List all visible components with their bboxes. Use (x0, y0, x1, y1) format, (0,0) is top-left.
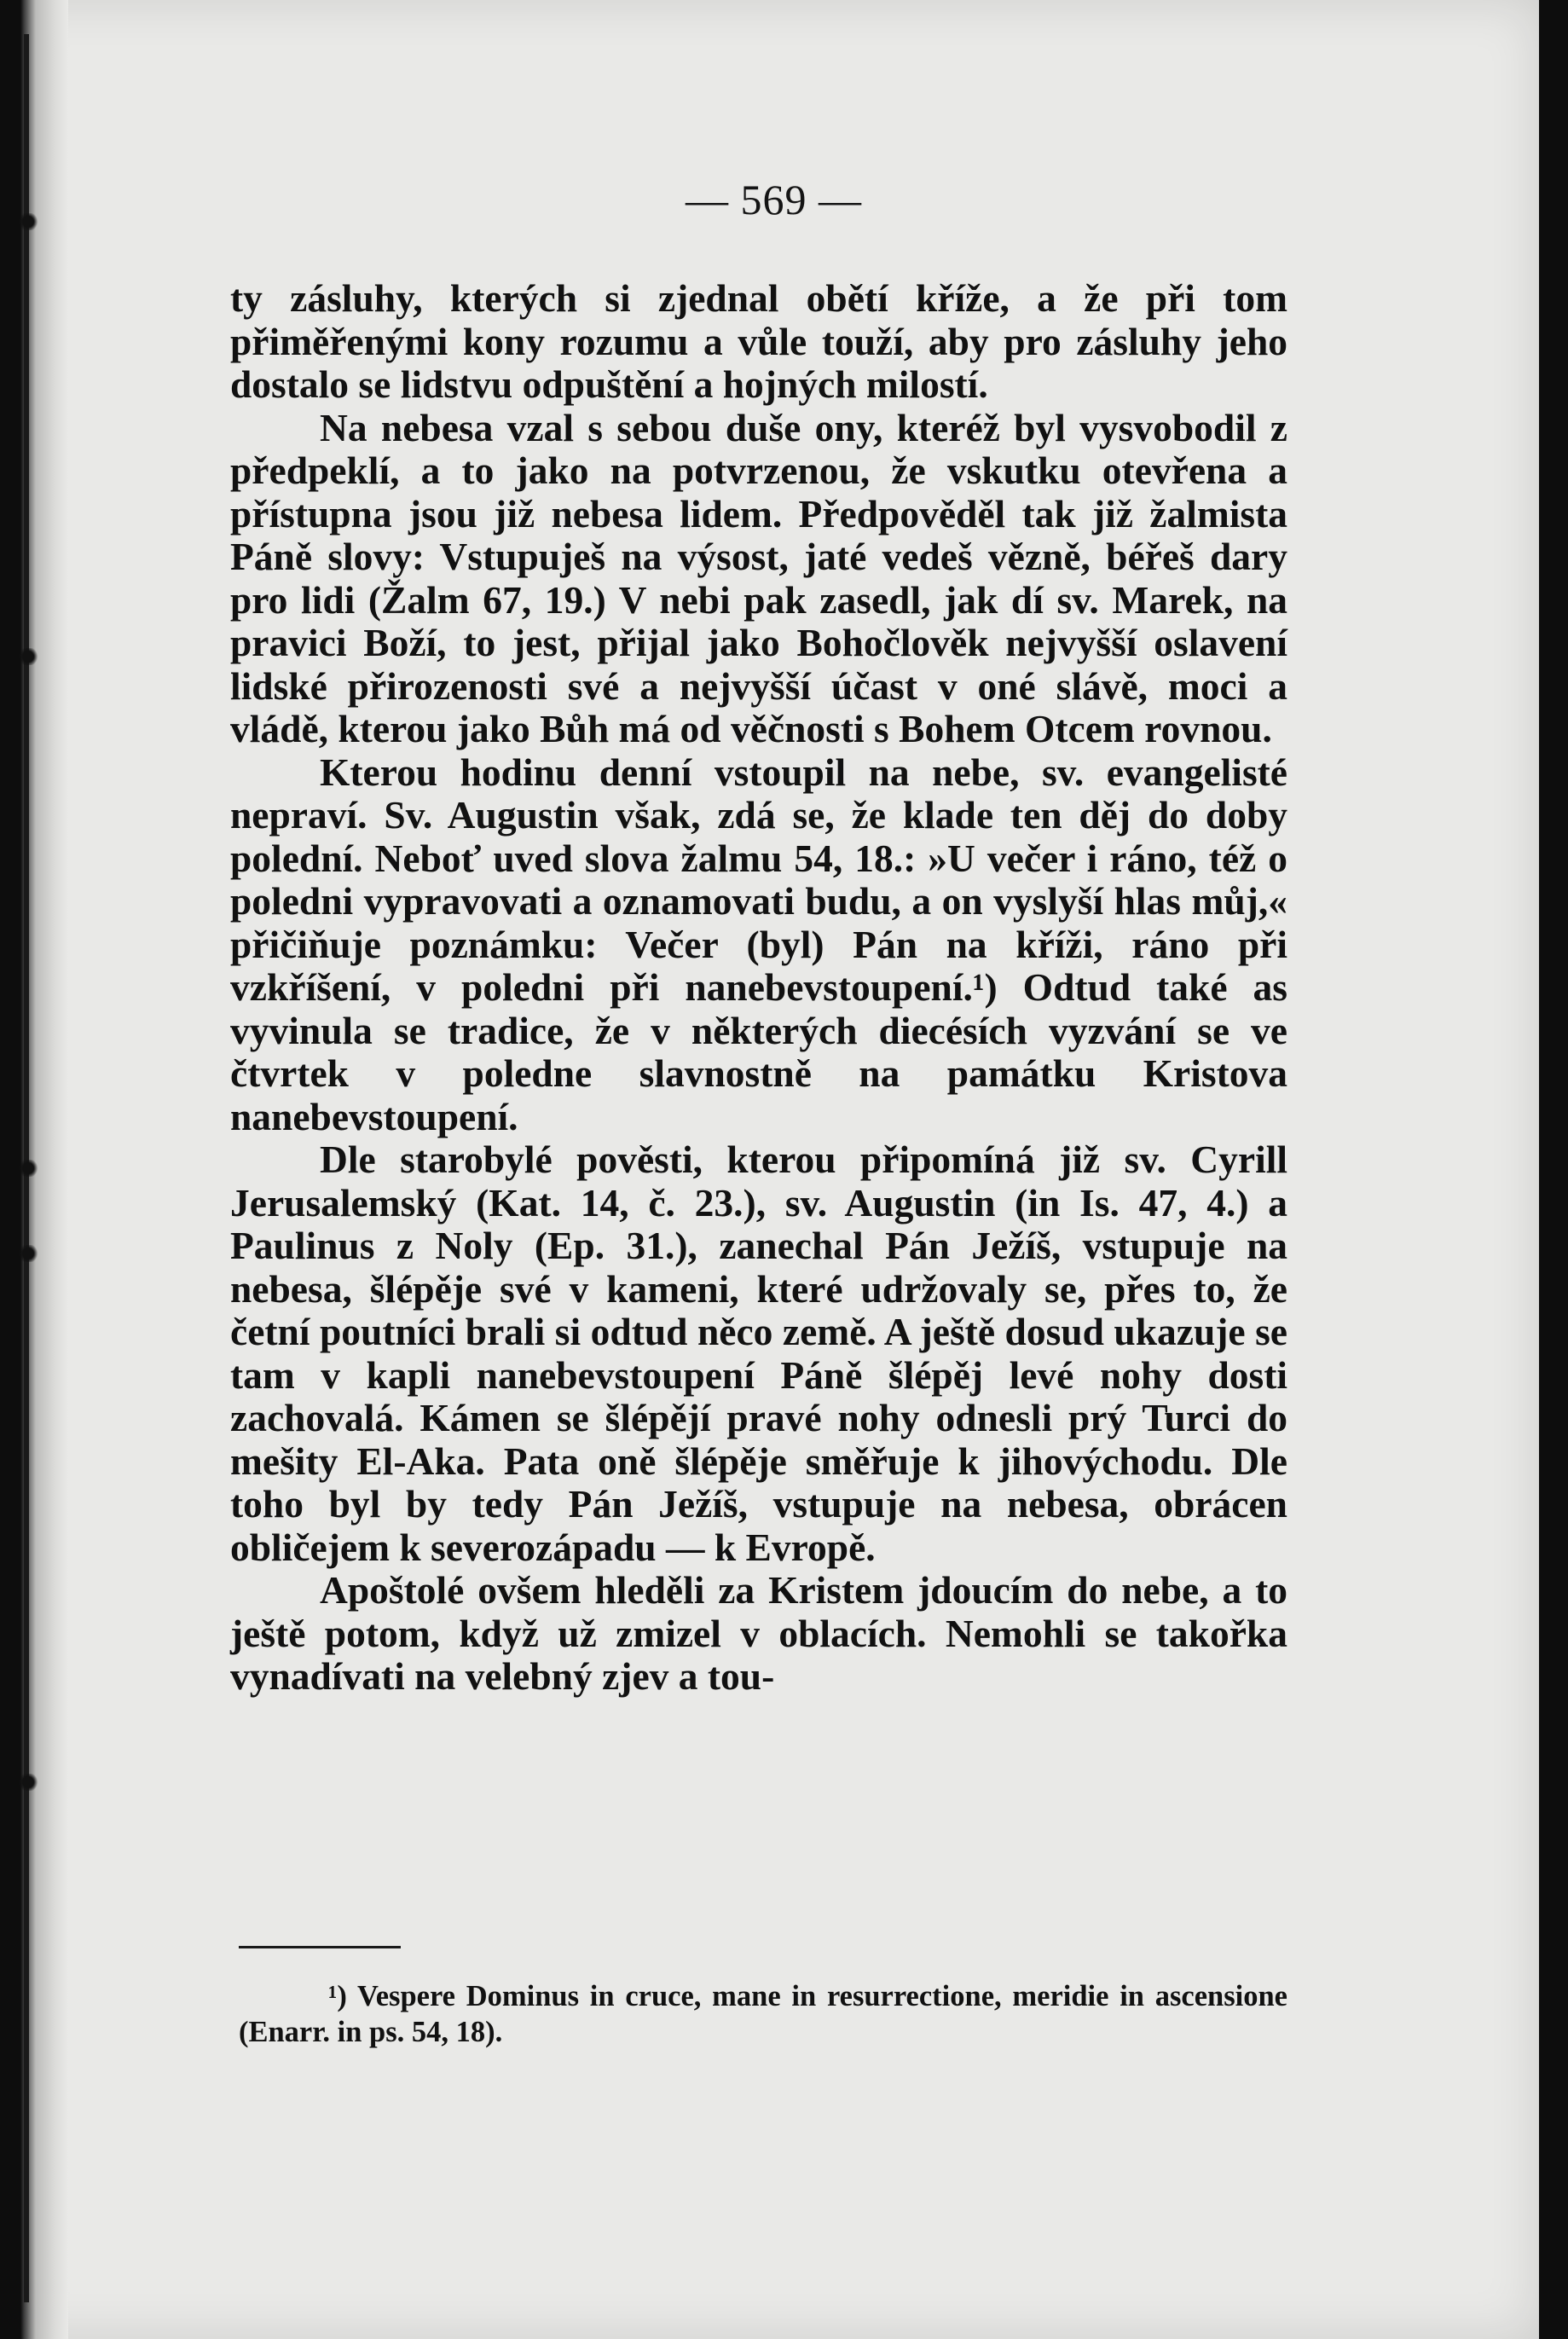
page-number: — 569 — (686, 176, 862, 223)
paragraph: Dle starobylé pověsti, kterou připomíná již sv. Cyrill Jerusalemský (Kat. 14, č. 23.), sv. Augustin (in Is. 47, 4.) a Paulinus z Noly (Ep. 31.), zanechal Pán Ježíš, vstupuje na nebesa, šlépěje své v kameni, které udržovaly se, přes to, že četní poutníci brali si odtud něco země. A ještě dosud ukazuje se tam v kapli nanebevstoupení Páně šlépěj levé nohy dosti zachovalá. Kámen se šlépějí pravé nohy odnesli prý Turci do mešity El-Aka. Pata oně šlépěje směřuje k jihovýchodu. Dle toho byl by tedy Pán Ježíš, vstupuje na nebesa, obrácen obličejem k severozápadu — k Evropě. (230, 1138, 1287, 1569)
book-page (9, 0, 1539, 2339)
binding-knot (17, 648, 39, 665)
page-binding (9, 0, 68, 2339)
paragraph: Kterou hodinu denní vstoupil na nebe, sv. evangelisté nepraví. Sv. Augustin však, zdá se, že klade ten děj do doby polední. Neboť uved slova žalmu 54, 18.: »U večer i ráno, též o poledni vypravovati a oznamovati budu, a on vyslyší hlas můj,« přičiňuje poznámku: Večer (byl) Pán na kříži, ráno při vzkříšení, v poledni při nanebevstoupení.¹) Odtud také as vyvinula se tradice, že v některých diecésích vyzvání se ve čtvrtek v poledne slavnostně na památku Kristova nanebevstoupení. (230, 750, 1287, 1138)
binding-knot (17, 1160, 39, 1177)
paragraph: ty zásluhy, kterých si zjednal obětí kříže, a že při tom přiměřenými kony rozumu a vůle touží, aby pro zásluhy jeho dostalo se lidstvu odpuštění a hojných milostí. (230, 276, 1287, 406)
binding-knot (17, 1245, 39, 1262)
footnote: ¹) Vespere Dominus in cruce, mane in resurrectione, meridie in ascensione (Enarr. in ps. 54, 18). (239, 1980, 1287, 2048)
binding-knot (17, 1774, 39, 1791)
paragraph: Na nebesa vzal s sebou duše ony, kteréž byl vysvobodil z předpeklí, a to jako na potvrzenou, že vskutku otevřena a přístupna jsou již nebesa lidem. Předpověděl tak již žalmista Páně slovy: Vstupuješ na výsost, jaté vedeš vězně, béřeš dary pro lidi (Žalm 67, 19.) V nebi pak zasedl, jak dí sv. Marek, na pravici Boží, to jest, přijal jako Bohočlověk nejvyšší oslavení lidské přirozenosti své a nejvyšší účast v oné slávě, moci a vládě, kterou jako Bůh má od věčnosti s Bohem Otcem rovnou. (230, 405, 1287, 750)
body-text (230, 277, 1287, 1699)
footnote-divider (239, 1946, 401, 1948)
paragraph: Apoštolé ovšem hleděli za Kristem jdoucím do nebe, a to ještě potom, když už zmizel v oblacích. Nemohli se takořka vynadívati na velebný zjev a tou- (230, 1568, 1287, 1698)
